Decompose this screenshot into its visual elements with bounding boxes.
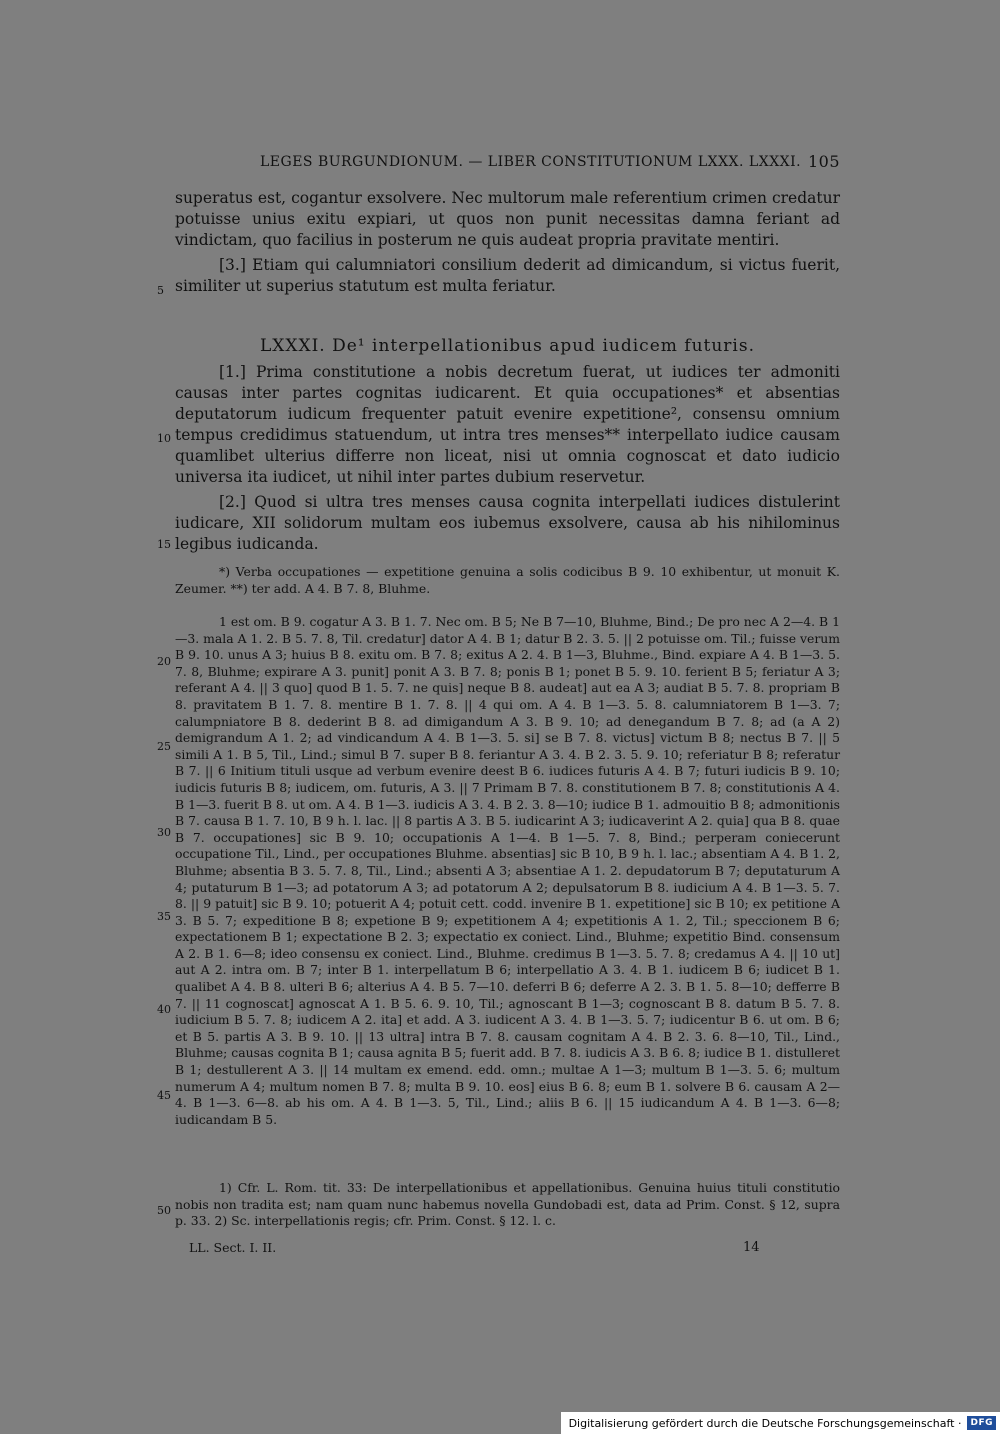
- line-number: 30: [157, 826, 171, 839]
- chapter-heading: LXXXI. De¹ interpellationibus apud iudicem futuris.: [259, 336, 755, 356]
- line-number: 50: [157, 1204, 171, 1217]
- star-note-text: *) Verba occupationes — expetitione genuina a solis codicibus B 9. 10 exhibentur, ut monuit K. Zeumer. **) ter add. A 4. B 7. 8, Bluhme.: [175, 564, 840, 596]
- footnote-text: 1) Cfr. L. Rom. tit. 33: De interpellationibus et appellationibus. Genuina huius tituli constitutio nobis non tradita est; nam quam nunc habemus novella Gundobadi est, data ad Prim. Const. § 12, supra p. 33. 2) Sc. interpellationis regis; cfr. Prim. Const. § 12. l. c.: [175, 1180, 840, 1229]
- apparatus-text: 1 est om. B 9. cogatur A 3. B 1. 7. Nec om. B 5; Ne B 7—10, Bluhme, Bind.; De pro nec A 2—4. B 1—3. mala A 1. 2. B 5. 7. 8, Til. credatur] dator A 4. B 1; datur B 2. 3. 5. || 2 potuisse om. Til.; fuisse verum B 9. 10. unus A 3; huius B 8. exitu om. B 7. 8; exitus A 2. 4. B 1—3, Bluhme., Bind. expiare A 4. B 1—3. 5. 7. 8, Bluhme; expirare A 3. punit] ponit A 3. B 7. 8; ponis B 1; ponet B 5. 9. 10. ferient B 5; feriatur A 3; referant A 4. || 3 quo] quod B 1. 5. 7. ne quis] neque B 8. audeat] aut ea A 3; audiat B 5. 7. 8. propriam B 8. pravitatem B 1. 7. 8. mentire B 1. 7. 8. || 4 qui om. A 4. B 1—3. 5. 8. calumniatorem B 1—3. 7; calumpniatore B 8. dederint B 8. ad dimigandum A 3. B 9. 10; ad denegandum B 7. 8; ad (a A 2) demigrandum A 1. 2; ad vindicandum A 4. B 1—3. 5. si] se B 7. 8. victus] victum B 8; nectus B 7. || 5 simili A 1. B 5, Til., Lind.; simul B 7. super B 8. feriantur A 3. 4. B 2. 3. 5. 9. 10; referiatur B 8; referatur B 7. || 6 Initium tituli usque ad verbum evenire deest B 6. iudices futuris A 4. B 7; futuri iudicis B 9. 10; iudicis futuris B 8; iudicem, om. futuris, A 3. || 7 Primam B 7. 8. constitutionem B 7. 8; constitutionis A 4. B 1—3. fuerit B 8. ut om. A 4. B 1—3. iudicis A 3. 4. B 2. 3. 8—10; iudice B 1. admouitio B 8; admonitionis B 7. causa B 1. 7. 10, B 9 h. l. lac. || 8 partis A 3. B 5. iudicarint A 3; iudicaverint A 2. quia] qua B 8. quae B 7. occupationes] sic B 9. 10; occupationis A 1—4. B 1—5. 7. 8, Bind.; perperam coniecerunt occupatione Til., Lind., per occupationes Bluhme. absentias] sic B 10, B 9 h. l. lac.; absentiam A 4. B 1. 2, Bluhme; absentia B 3. 5. 7. 8, Til., Lind.; absenti A 3; absentiae A 1. 2. depudatorum B 7; deputaturum A 4; putaturum B 1—3; ad potatorum A 3; ad potatorum A 2; depulsatorum B 8. iudicium A 4. B 1—3. 5. 7. 8. || 9 patuit] sic B 9. 10; potuerit A 4; potuit cett. codd. invenire B 1. expetitione] sic B 10; ex petitione A 3. B 5. 7; expeditione B 8; expetione B 9; expetitionem A 4; expetitionis A 1. 2, Til.; speccionem B 6; expectationem B 1; expectatione B 2. 3; expectatio ex coniect. Lind., Bluhme; expetitio Bind. consensum A 2. B 1. 6—8; ideo consensu ex coniect. Lind., Bluhme. credimus B 1—3. 5. 7. 8; credamus A 4. || 10 ut] aut A 2. intra om. B 7; inter B 1. interpellatum B 6; interpellatio A 3. 4. B 1. iudicem B 6; iudicet B 1. qualibet A 4. B 8. ulteri B 6; alterius A 4. B 5. 7—10. deferri B 6; deferre A 2. 3. B 1. 5. 8—10; defferre B 7. || 11 cognoscat] agnoscat A 1. B 5. 6. 9. 10, Til.; agnoscant B 1—3; cognoscant B 8. datum B 5. 7. 8. iudicium B 5. 7. 8; iudicem A 2. ita] et add. A 3. iudicent A 3. 4. B 1—3. 5. 7; iudicentur B 6. ut om. B 6; et B 5. partis A 3. B 9. 10. || 13 ultra] intra B 7. 8. causam cognitam A 4. B 2. 3. 6. 8—10, Til., Lind., Bluhme; causas cognita B 1; causa agnita B 5; fuerit add. B 7. 8. iudicis A 3. B 6. 8; iudice B 1. distulleret B 1; destullerent A 3. || 14 multam ex emend. edd. omn.; multae A 1—3; multum B 1—3. 5. 6; multum numerum A 4; multum nomen B 7. 8; multa B 9. 10. eos] eius B 6. 8; eum B 1. solvere B 6. causam A 2—4. B 1—3. 6—8. ab his om. A 4. B 1—3. 5, Til., Lind.; aliis B 6. || 15 iudicandum A 4. B 1—3. 6—8; iudicandam B 5.: [175, 614, 840, 1127]
- line-number: 25: [157, 740, 171, 753]
- line-number: 15: [157, 538, 171, 551]
- signature-mark: LL. Sect. I. II.: [189, 1240, 277, 1255]
- dfg-logo-icon: DFG: [967, 1416, 996, 1430]
- line-number: 10: [157, 432, 171, 445]
- star-notes: [175, 564, 840, 597]
- line-number: 40: [157, 1003, 171, 1016]
- signature-line: [175, 1240, 840, 1260]
- chapter-text: [175, 362, 840, 555]
- running-header: [175, 152, 840, 174]
- line-number: 45: [157, 1089, 171, 1102]
- line-number: 5: [157, 284, 164, 297]
- line-number: 20: [157, 655, 171, 668]
- paragraph-section-2: [2.] Quod si ultra tres menses causa cognita interpellati iudices distulerint iudicare, XII solidorum multam eos iubemus exsolvere, causa ab his nihilominus legibus iudicanda.: [175, 493, 840, 553]
- line-number: 35: [157, 910, 171, 923]
- running-title: LEGES BURGUNDIONUM. — LIBER CONSTITUTIONUM LXXX. LXXXI.: [260, 154, 802, 170]
- page-number: 105: [807, 152, 840, 171]
- footnotes: [175, 1180, 840, 1230]
- dfg-banner-text: Digitalisierung gefördert durch die Deutsche Forschungsgemeinschaft ·: [568, 1416, 962, 1430]
- paragraph-continued: superatus est, cogantur exsolvere. Nec multorum male referentium crimen credatur potuisse unius exitu expiari, ut quos non punit necessitas damna feriant ad vindictam, quo facilius in posterum ne quis audeat propria pravitate mentiri.: [175, 189, 840, 249]
- continued-text: [175, 188, 840, 297]
- paragraph-section-3: [3.] Etiam qui calumniatori consilium dederit ad dimicandum, si victus fuerit, similiter ut superius statutum est multa feriatur.: [175, 256, 840, 295]
- paragraph-section-1: [1.] Prima constitutione a nobis decretum fuerat, ut iudices ter admoniti causas inter partes cognitas iudicarent. Et quia occupationes* et absentias deputatorum iudicum frequenter patuit evenire expetitione², consensu omnium tempus credidimus statuendum, ut intra tres menses** interpellato iudice causam quamlibet ulterius differre non liceat, nisi ut omnia cognoscat et dato iudicio universa ita iudicet, ut nihil inter partes dubium reservetur.: [175, 363, 840, 486]
- dfg-banner[interactable]: [561, 1412, 1000, 1434]
- critical-apparatus: [175, 614, 840, 1128]
- gathering-number: 14: [743, 1240, 760, 1255]
